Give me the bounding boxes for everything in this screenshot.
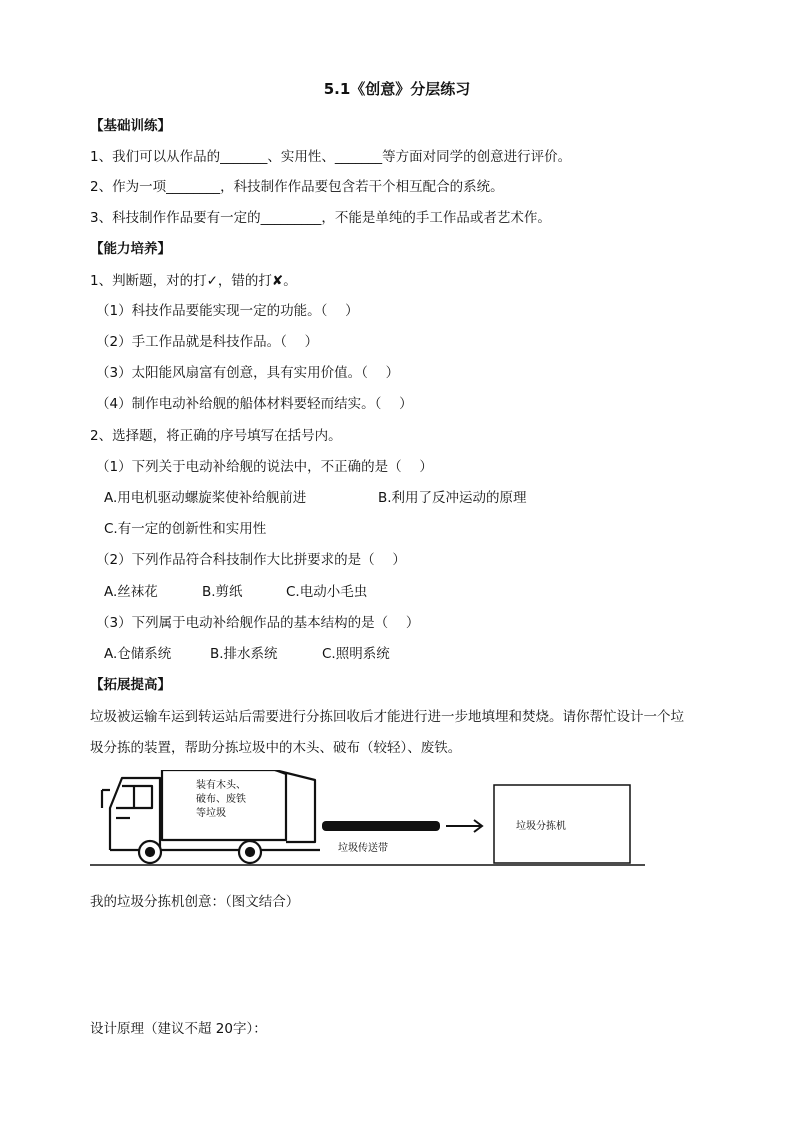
choice-1-option-c: C.有一定的创新性和实用性	[104, 521, 267, 537]
choice-3-option-c: C.照明系统	[322, 646, 390, 662]
judge-item-2: （2）手工作品就是科技作品。（ ）	[96, 334, 319, 350]
choice-2-option-c: C.电动小毛虫	[286, 584, 368, 600]
extension-paragraph-line-1: 垃圾被运输车运到转运站后需要进行分拣回收后才能进行进一步地填埋和焚烧。请你帮忙设计一个垃	[90, 709, 684, 725]
basic-question-1: 1、我们可以从作品的_______、实用性、_______等方面对同学的创意进行评价。	[90, 149, 572, 165]
basic-question-2: 2、作为一项________，科技制作作品要包含若干个相互配合的系统。	[90, 179, 504, 195]
choice-3-option-b: B.排水系统	[210, 646, 278, 662]
judge-item-1: （1）科技作品要能实现一定的功能。（ ）	[96, 303, 359, 319]
design-principle-label: 设计原理（建议不超 20字）：	[90, 1021, 267, 1037]
judge-item-3: （3）太阳能风扇富有创意，具有实用价值。（ ）	[96, 365, 400, 381]
choice-2-option-a: A.丝袜花	[104, 584, 158, 600]
conveyor-belt-label: 垃圾传送带	[338, 843, 388, 854]
choice-question-1: （1）下列关于电动补给舰的说法中，不正确的是（ ）	[96, 459, 433, 475]
section-heading-ability: 【能力培养】	[90, 241, 171, 257]
choice-question-3: （3）下列属于电动补给舰作品的基本结构的是（ ）	[96, 615, 420, 631]
section-heading-basic: 【基础训练】	[90, 118, 171, 134]
choice-prompt: 2、选择题，将正确的序号填写在括号内。	[90, 428, 342, 444]
my-idea-label: 我的垃圾分拣机创意：（图文结合）	[90, 894, 300, 910]
choice-1-option-a: A.用电机驱动螺旋桨使补给舰前进	[104, 490, 307, 506]
sorting-machine-label: 垃圾分拣机	[516, 821, 566, 832]
choice-2-option-b: B.剪纸	[202, 584, 243, 600]
sorting-diagram	[90, 770, 650, 870]
judge-item-4: （4）制作电动补给舰的船体材料要轻而结实。（ ）	[96, 396, 413, 412]
section-heading-extension: 【拓展提高】	[90, 677, 171, 693]
truck-label-line-2: 破布、废铁	[196, 794, 246, 805]
basic-question-3: 3、科技制作作品要有一定的_________，不能是单纯的手工作品或者艺术作。	[90, 210, 551, 226]
extension-paragraph-line-2: 圾分拣的装置，帮助分拣垃圾中的木头、破布（较轻）、废铁。	[90, 740, 462, 756]
arrow-right-icon	[446, 820, 482, 832]
choice-1-option-b: B.利用了反冲运动的原理	[378, 490, 527, 506]
judge-prompt: 1、判断题，对的打✓，错的打✘。	[90, 273, 297, 289]
choice-question-2: （2）下列作品符合科技制作大比拼要求的是（ ）	[96, 552, 406, 568]
page-title: 5.1《创意》分层练习	[323, 80, 471, 98]
choice-3-option-a: A.仓储系统	[104, 646, 172, 662]
truck-label-line-3: 等垃圾	[196, 808, 226, 819]
truck-label-line-1: 装有木头、	[196, 780, 246, 791]
conveyor-belt	[322, 821, 440, 831]
